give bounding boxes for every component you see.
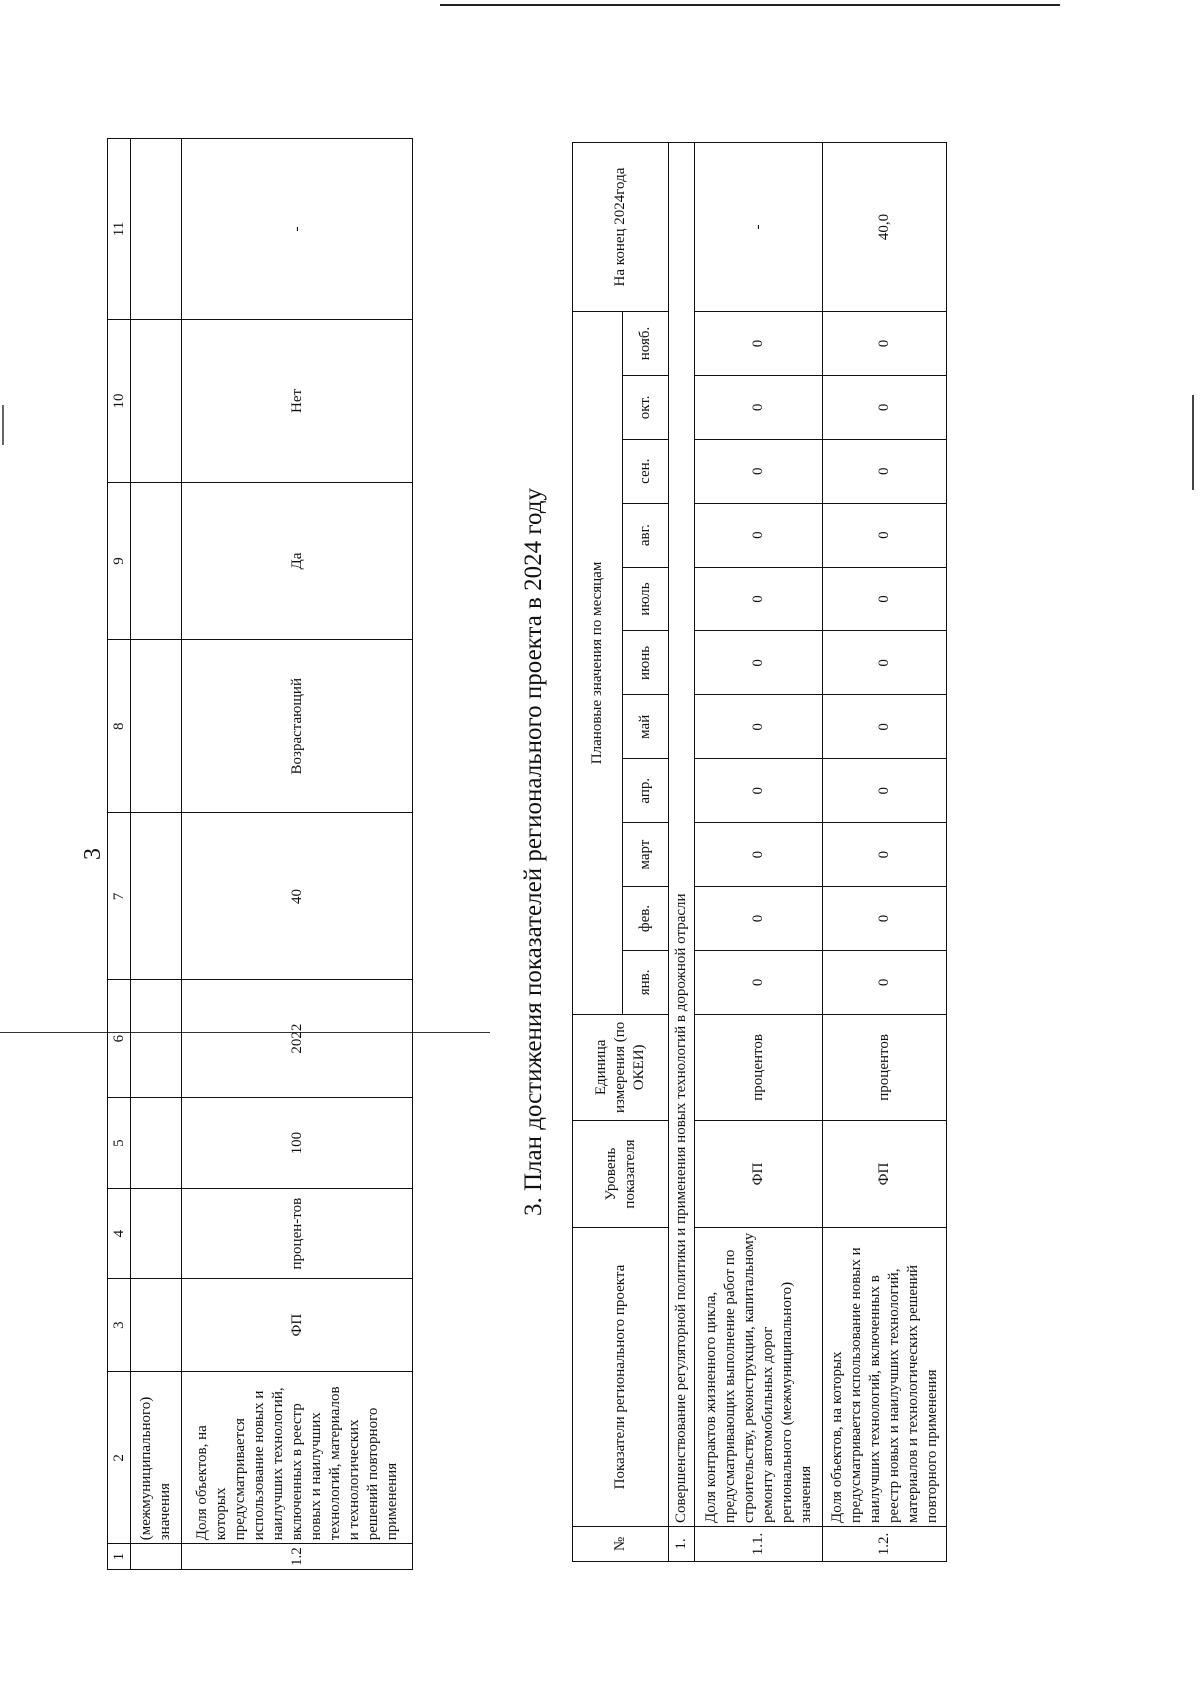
month-value: 0	[695, 439, 823, 503]
header-num: №	[573, 1526, 669, 1561]
month-header: авг.	[623, 503, 669, 567]
month-value: 0	[695, 312, 823, 376]
col-header: 1	[108, 1544, 131, 1570]
section-row	[669, 143, 695, 1562]
month-value: 0	[823, 312, 947, 376]
month-value: 0	[695, 567, 823, 631]
month-header: фев.	[623, 887, 669, 951]
month-value: 0	[695, 950, 823, 1014]
col-header: 7	[108, 813, 131, 980]
end-value: -	[695, 143, 823, 312]
month-value: 0	[823, 823, 947, 887]
indicator-name: Доля объектов, на которых предусматривается использование новых и наилучших технологий, включенных в реестр новых и наилучших технологий, материалов и технологических решений повторного применения	[182, 1372, 413, 1544]
month-header: нояб.	[623, 312, 669, 376]
cell-value: 100	[182, 1097, 413, 1189]
month-header: янв.	[623, 950, 669, 1014]
header-end: На конец 2024года	[573, 143, 669, 312]
page-number: 3	[80, 848, 106, 860]
cell-value: 2022	[182, 980, 413, 1097]
col-header: 4	[108, 1189, 131, 1278]
col-header: 5	[108, 1097, 131, 1189]
continued-cell: (межмуниципального) значения	[131, 1372, 182, 1544]
col-header: 6	[108, 980, 131, 1097]
header-level: Уровень показателя	[573, 1120, 669, 1227]
month-value: 0	[823, 887, 947, 951]
indicator-level: ФП	[823, 1120, 947, 1227]
month-value: 0	[823, 567, 947, 631]
indicator-table-continued	[107, 138, 413, 1570]
cell-value: Возрастающий	[182, 640, 413, 813]
table-row	[182, 139, 413, 1570]
indicator-level: ФП	[182, 1278, 413, 1372]
row-number: 1.1.	[695, 1526, 823, 1561]
header-unit: Единица измерения (по ОКЕИ)	[573, 1014, 669, 1120]
col-header: 9	[108, 482, 131, 639]
table-row	[131, 139, 182, 1570]
month-header: апр.	[623, 759, 669, 823]
header-row	[573, 143, 623, 1562]
section-text: Совершенствование регуляторной политики и применения новых технологий в дорожной отрасли	[669, 143, 695, 1527]
month-value: 0	[695, 503, 823, 567]
indicator-name: Доля объектов, на которых предусматривается использование новых и наилучших технологий, включенных в реестр новых и наилучших технологий, материалов и технологических решений повторного применения	[823, 1228, 947, 1527]
month-value: 0	[823, 631, 947, 695]
col-header: 3	[108, 1278, 131, 1372]
col-header: 10	[108, 319, 131, 482]
month-value: 0	[823, 503, 947, 567]
column-number-row	[108, 139, 131, 1570]
end-value: 40,0	[823, 143, 947, 312]
cell-value: 40	[182, 813, 413, 980]
indicator-unit: процен-тов	[182, 1189, 413, 1278]
month-header: июнь	[623, 631, 669, 695]
month-value: 0	[823, 950, 947, 1014]
table-row	[695, 143, 823, 1562]
month-header: март	[623, 823, 669, 887]
month-value: 0	[823, 439, 947, 503]
row-number: 1.2	[182, 1544, 413, 1570]
month-value: 0	[695, 823, 823, 887]
month-header: май	[623, 695, 669, 759]
month-value: 0	[695, 695, 823, 759]
col-header: 2	[108, 1372, 131, 1544]
header-name: Показатели регионального проекта	[573, 1228, 669, 1527]
month-header: июль	[623, 567, 669, 631]
month-value: 0	[823, 375, 947, 439]
month-value: 0	[823, 695, 947, 759]
month-value: 0	[695, 887, 823, 951]
section-title: 3. План достижения показателей регионального проекта в 2024 году	[520, 488, 547, 1217]
month-value: 0	[695, 375, 823, 439]
col-header: 11	[108, 139, 131, 320]
cell-value: Да	[182, 482, 413, 639]
cell-value: Нет	[182, 319, 413, 482]
cell-value: -	[182, 139, 413, 320]
section-num: 1.	[669, 1526, 695, 1561]
month-value: 0	[695, 759, 823, 823]
month-header: сен.	[623, 439, 669, 503]
header-plan: Плановые значения по месяцам	[573, 312, 623, 1015]
indicator-unit: процентов	[823, 1014, 947, 1120]
month-value: 0	[823, 759, 947, 823]
table-row	[823, 143, 947, 1562]
row-number: 1.2.	[823, 1526, 947, 1561]
col-header: 8	[108, 640, 131, 813]
indicator-unit: процентов	[695, 1014, 823, 1120]
indicator-level: ФП	[695, 1120, 823, 1227]
month-header: окт.	[623, 375, 669, 439]
indicator-name: Доля контрактов жизненного цикла, предусматривающих выполнение работ по строительству, реконструкции, капитальному ремонту автомобильных дорог регионального (межмуниципального) значения	[695, 1228, 823, 1527]
monthly-plan-table	[572, 142, 947, 1562]
month-value: 0	[695, 631, 823, 695]
